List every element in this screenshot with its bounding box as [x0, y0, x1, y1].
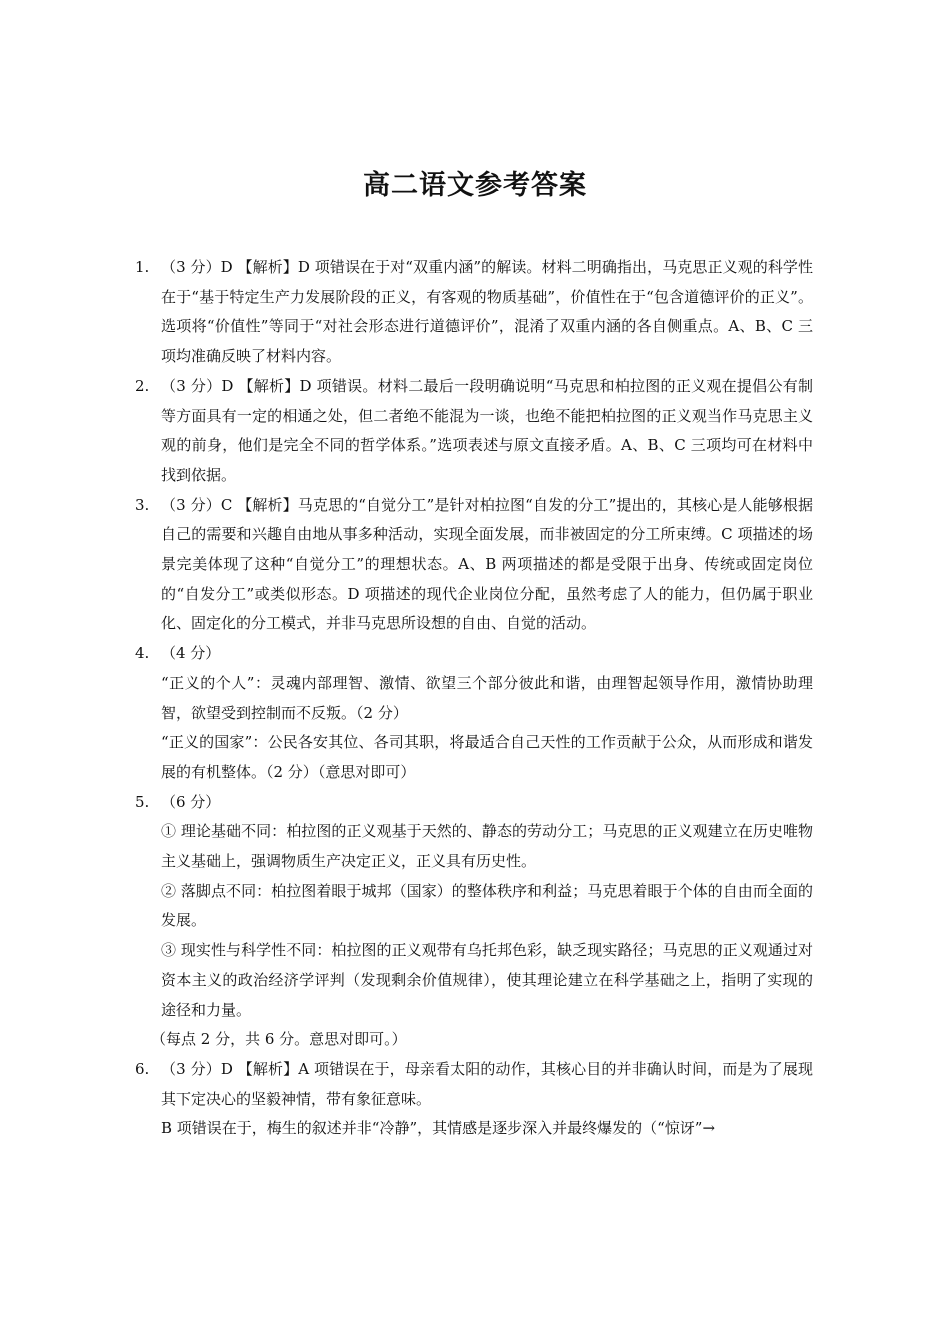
item-number: 1.: [135, 258, 150, 276]
item-number: 2.: [135, 376, 150, 395]
item-text: （4 分）: [161, 644, 221, 663]
answer-item-1: [135, 253, 813, 372]
item-text: （6 分）: [161, 792, 221, 811]
page-title: 高二语文参考答案: [363, 170, 587, 201]
answer-item-3: [135, 491, 813, 640]
answer-item-6: [135, 1055, 813, 1144]
sub-paragraph: ③ 现实性与科学性不同：柏拉图的正义观带有乌托邦色彩，缺乏现实路径；马克思的正义观通过对资本主义的政治经济学评判（发现剩余价值规律），使其理论建立在科学基础之上，指明了实现的途径和力量。: [161, 941, 813, 1019]
item-number: 6.: [135, 1059, 150, 1078]
answer-item-2: [135, 372, 813, 491]
answer-list: [135, 253, 813, 1144]
answer-item-4: [135, 639, 813, 788]
item-text: （3 分）C 【解析】马克思的“自觉分工”是针对柏拉图“自发的分工”提出的，其核心是人能够根据自己的需要和兴趣自由地从事多种活动，实现全面发展，而非被固定的分工所束缚。C 项描述的场景完美体现了这种“自觉分工”的理想状态。A、B 两项描述的都是受限于出身、传统或固定岗位的“自发分工”或类似形态。D 项描述的现代企业岗位分配，虽然考虑了人的能力，但仍属于职业化、固定化的分工模式，并非马克思所设想的自由、自觉的活动。: [161, 495, 813, 633]
item-number: 4.: [135, 644, 150, 663]
sub-paragraph: “正义的国家”：公民各安其位、各司其职，将最适合自己天性的工作贡献于公众，从而形成和谐发展的有机整体。（2 分）（意思对即可）: [161, 733, 813, 781]
item-text: （3 分）D 【解析】D 项错误。材料二最后一段明确说明“马克思和柏拉图的正义观在提倡公有制等方面具有一定的相通之处，但二者绝不能混为一谈，也绝不能把柏拉图的正义观当作马克思主义观的前身，他们是完全不同的哲学体系。”选项表述与原文直接矛盾。A、B、C 三项均可在材料中找到依据。: [161, 376, 813, 484]
answer-item-5: [135, 788, 813, 1055]
sub-paragraph: ② 落脚点不同：柏拉图着眼于城邦（国家）的整体秩序和利益；马克思着眼于个体的自由而全面的发展。: [161, 881, 813, 930]
item-text: （3 分）D 【解析】D 项错误在于对“双重内涵”的解读。材料二明确指出，马克思正义观的科学性在于“基于特定生产力发展阶段的正义，有客观的物质基础”，价值性在于“包含道德评价的正义”。选项将“价值性”等同于“对社会形态进行道德评价”，混淆了双重内涵的各自侧重点。A、B、C 三项均准确反映了材料内容。: [161, 258, 813, 366]
item-number: 5.: [135, 792, 150, 811]
scoring-note: （每点 2 分，共 6 分。意思对即可。）: [151, 1030, 407, 1049]
sub-paragraph: “正义的个人”：灵魂内部理智、激情、欲望三个部分彼此和谐，由理智起领导作用，激情协助理智，欲望受到控制而不反叛。（2 分）: [161, 673, 813, 722]
sub-paragraph: ① 理论基础不同：柏拉图的正义观基于天然的、静态的劳动分工；马克思的正义观建立在历史唯物主义基础上，强调物质生产决定正义，正义具有历史性。: [161, 822, 813, 871]
sub-paragraph: B 项错误在于，梅生的叙述并非“冷静”，其情感是逐步深入并最终爆发的（“惊讶”→: [161, 1119, 716, 1138]
item-number: 3.: [135, 495, 150, 514]
item-text: （3 分）D 【解析】A 项错误在于，母亲看太阳的动作，其核心目的并非确认时间，而是为了展现其下定决心的坚毅神情，带有象征意味。: [161, 1059, 813, 1108]
